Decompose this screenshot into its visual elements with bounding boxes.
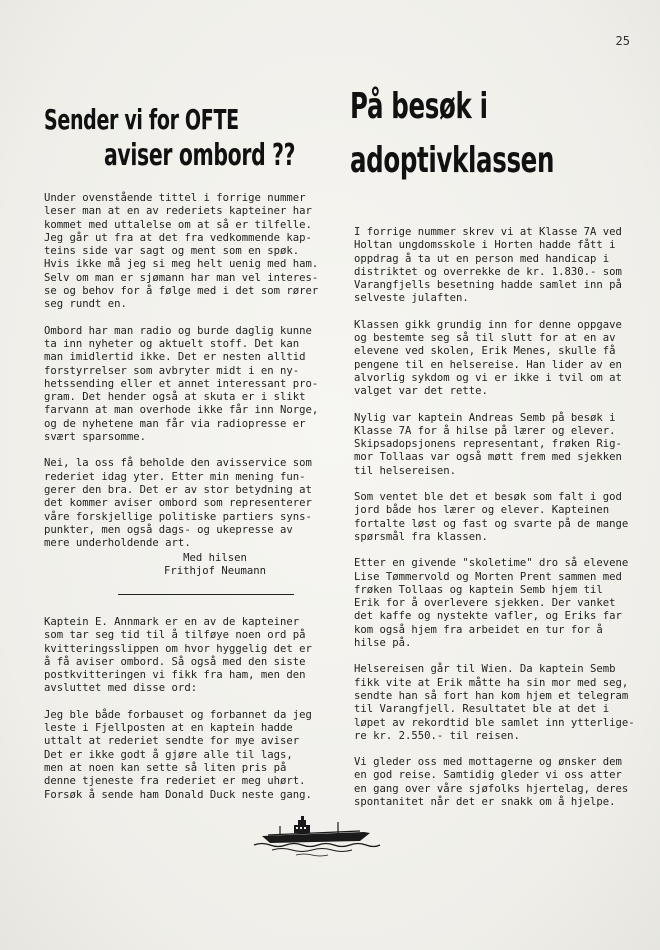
left-paragraph: Nei, la oss få beholde den avisservice som rederiet idag yter. Etter min mening fun- gerer den bra. Det er av stor betydning at det kommer aviser ombord som representerer våre forskjellige politiske partiers syns- punkter, men også dags- og ukepresse av mere underholdende art. — [44, 457, 312, 550]
ship-icon — [252, 812, 382, 858]
signoff — [150, 552, 280, 579]
right-paragraph: I forrige nummer skrev vi at Klasse 7A ved Holtan ungdomsskole i Horten hadde fått i oppdrag å ta ut en person med handicap i distriktet og overrekke de kr. 1.830.- som Varangfjells besetning hadde samlet inn på selveste julaften. — [354, 226, 622, 305]
left-article-body — [44, 192, 334, 563]
left-headline-line2: aviser ombord ?? — [104, 138, 296, 173]
right-paragraph: Helsereisen går til Wien. Da kaptein Semb fikk vite at Erik måtte ha sin mor med seg, sendte han så fort han kom hjem et telegram til Varangfjell. Resultatet ble at det i løpet av rekordtid ble samlet inn ytterlige- re kr. 2.550.- til reisen. — [354, 663, 635, 742]
page-number: 25 — [615, 34, 630, 48]
right-paragraph: Klassen gikk grundig inn for denne oppgave og bestemte seg så til slutt for at en av elevene ved skolen, Erik Menes, skulle få pengene til en helsereise. Han lider av en alvorlig sykdom og vi er ikke i tvil om at valget var det rette. — [354, 318, 622, 398]
signoff-greeting: Med hilsen — [183, 552, 247, 564]
right-headline-line1: På besøk i — [350, 86, 488, 127]
right-article-body — [354, 226, 644, 822]
right-paragraph: Nylig var kaptein Andreas Semb på besøk i Klasse 7A for å hilse på lærer og elever. Skipsadopsjonens representant, frøken Rig- mor Tollaas var også møtt frem med sjekken til helsereisen. — [354, 411, 622, 477]
section-divider — [118, 594, 294, 595]
right-paragraph: Vi gleder oss med mottagerne og ønsker dem en god reise. Samtidig gleder vi oss atter en gang over våre sjøfolks hjertelag, deres spontanitet når det er snakk om å hjelpe. — [354, 756, 629, 808]
left-paragraph: Under ovenstående tittel i forrige nummer leser man at en av rederiets kapteiner har kommet med uttalelse om at så er tilfelle. Jeg går ut fra at det fra vedkommende kap- teins side var sagt og ment som en spøk. Hvis ikke må jeg si meg helt uenig med ham. Selv om man er sjømann har man vel interes- se og behov for å følge med i det som rører seg rundt en. — [44, 192, 319, 311]
addendum-paragraph: Kaptein E. Annmark er en av de kapteiner som tar seg tid til å tilføye noen ord på kvitteringsslippen om hvor hyggelig det er å få aviser ombord. Så også med den siste postkvitteringen vi fikk fra ham, men den avsluttet med disse ord: — [44, 616, 312, 695]
left-headline-line1: Sender vi for OFTE — [44, 103, 239, 136]
right-paragraph: Som ventet ble det et besøk som falt i god jord både hos lærer og elever. Kapteinen fortalte løst og fast og svarte på de mange spørsmål fra klassen. — [354, 491, 629, 543]
signoff-name: Frithjof Neumann — [163, 565, 267, 578]
right-paragraph: Etter en givende "skoletime" dro så elevene Lise Tømmervold og Morten Prent sammen med frøken Tollaas og kaptein Semb hjem til Erik for å overlevere sjekken. Der vanket det kaffe og nystekte vafler, og Eriks far kom også hjem fra arbeidet en tur for å hilse på. — [354, 557, 629, 650]
right-headline-line2: adoptivklassen — [350, 140, 555, 181]
addendum-quote: Jeg ble både forbauset og forbannet da jeg leste i Fjellposten at en kaptein hadde uttalt at rederiet sendte for mye aviser Det er ikke godt å gjøre alle til lags, men at noen kan sette så liten pris på denne tjeneste fra rederiet er meg uhørt. Forsøk å sende ham Donald Duck neste gang. — [44, 708, 312, 801]
left-paragraph: Ombord har man radio og burde daglig kunne ta inn nyheter og aktuelt stoff. Det kan man imidlertid ikke. Det er nesten alltid forstyrrelser som avbryter midt i en ny- hetssending eller et annet interessant pro- gram. Det hender også at skuta er i slikt farvann at man overhode ikke får inn Norge, og de nyhetene man får via radiopresse er svært sparsomme. — [44, 324, 319, 444]
left-addendum — [44, 616, 334, 815]
